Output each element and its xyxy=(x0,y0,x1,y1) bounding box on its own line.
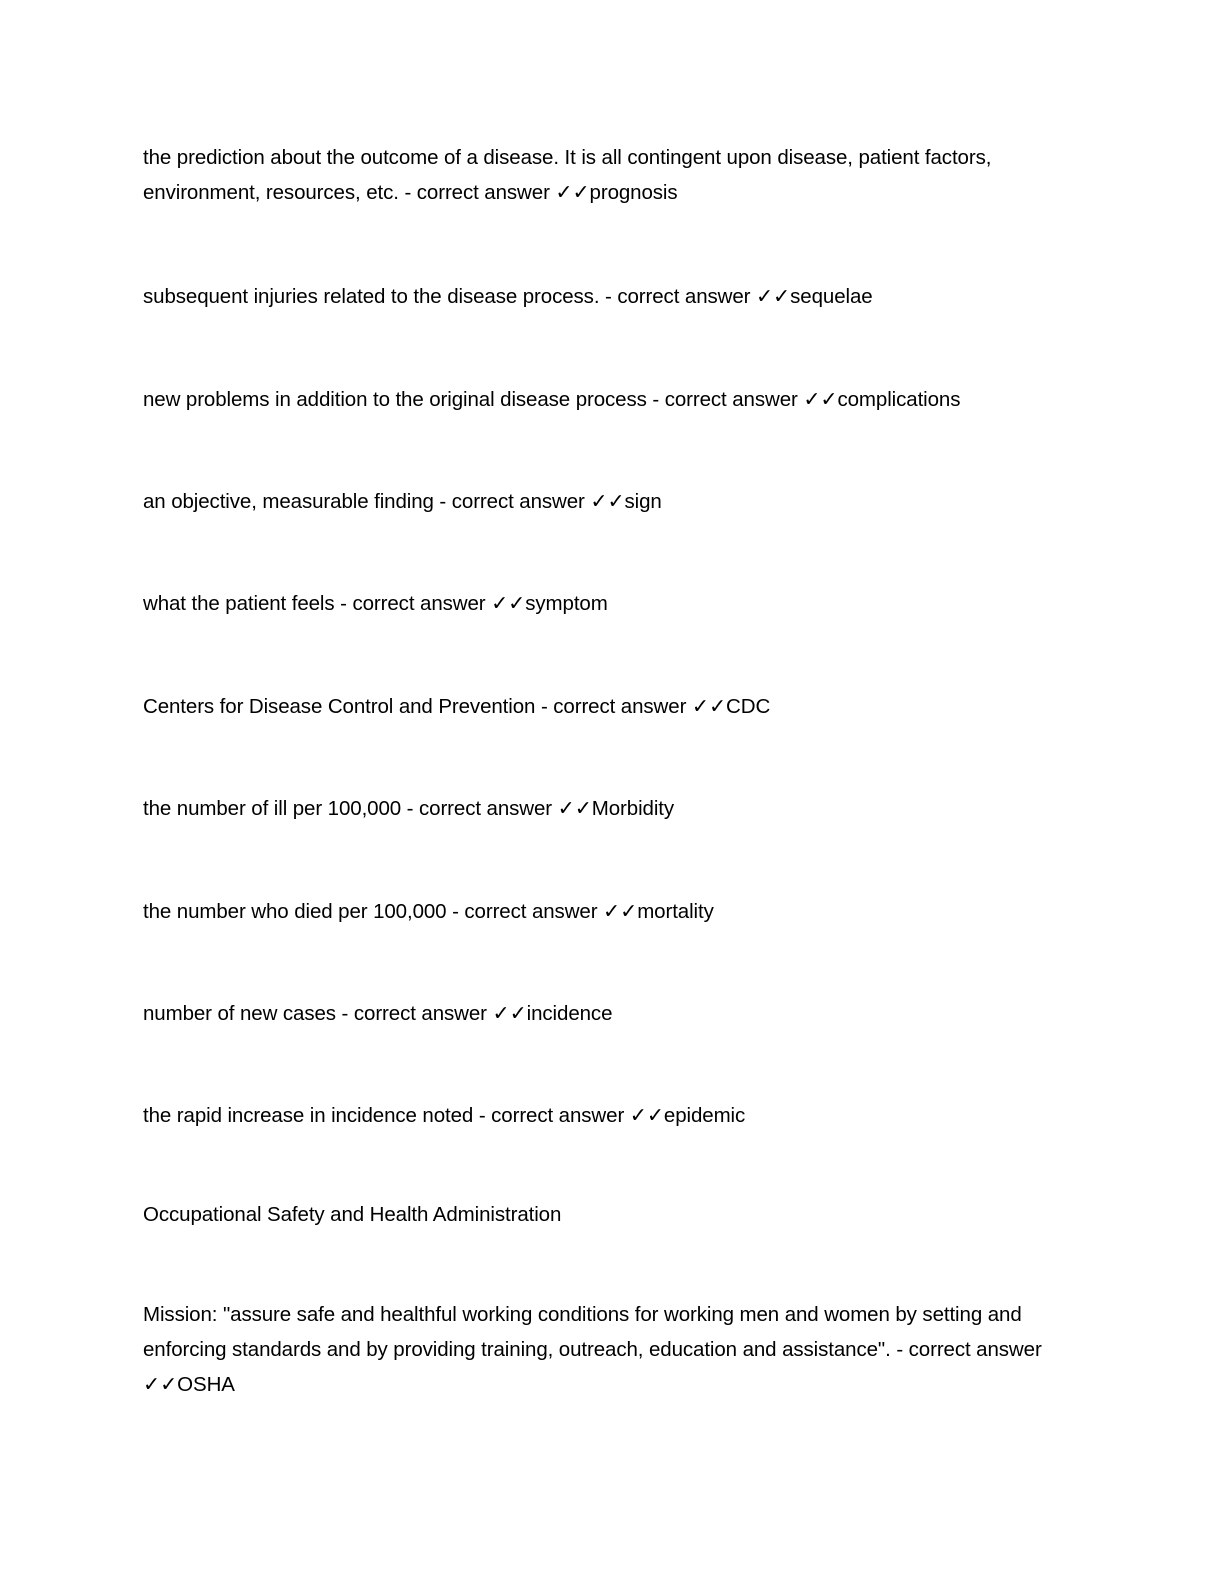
answer-text: OSHA xyxy=(177,1373,235,1396)
flashcard-entry xyxy=(143,382,1083,417)
question-text: what the patient feels xyxy=(143,592,335,615)
answer-text: epidemic xyxy=(663,1104,746,1127)
check-marks-icon: ✓✓ xyxy=(143,1373,178,1396)
check-marks-icon: ✓✓ xyxy=(557,797,592,820)
question-text: Centers for Disease Control and Prevention xyxy=(143,695,536,718)
check-marks-icon: ✓✓ xyxy=(755,285,791,308)
separator-text: - correct answer xyxy=(473,1104,630,1127)
separator-text: - correct answer xyxy=(401,797,558,820)
separator-text: - correct answer xyxy=(334,592,492,615)
check-marks-icon: ✓✓ xyxy=(603,900,638,923)
flashcard-entry xyxy=(143,689,1083,724)
separator-text: - correct answer xyxy=(646,388,804,411)
question-text: Mission: "assure safe and healthful working conditions for working men and women by setting and enforcing standards and by providing training, outreach, education and assistance". xyxy=(143,1303,1022,1361)
flashcard-entry xyxy=(143,996,1083,1031)
flashcard-entry xyxy=(143,894,1083,929)
separator-text: - correct answer xyxy=(398,181,556,204)
answer-text: mortality xyxy=(637,900,714,923)
question-text: an objective, measurable finding xyxy=(143,490,434,513)
check-marks-icon: ✓✓ xyxy=(590,490,625,513)
answer-text: complications xyxy=(837,388,961,411)
flashcard-entry xyxy=(143,140,1083,210)
separator-text: - correct answer xyxy=(433,490,591,513)
question-text: the rapid increase in incidence noted xyxy=(143,1104,474,1127)
check-marks-icon: ✓✓ xyxy=(691,695,727,718)
answer-text: Morbidity xyxy=(591,797,675,820)
flashcard-entry xyxy=(143,1297,1063,1402)
answer-text: sequelae xyxy=(790,285,873,308)
question-text: subsequent injuries related to the disease process. xyxy=(143,285,600,308)
answer-text: prognosis xyxy=(589,181,678,204)
separator-text: - correct answer xyxy=(890,1338,1042,1361)
section-heading: Occupational Safety and Health Administration xyxy=(143,1203,562,1226)
flashcard-entry xyxy=(143,484,1083,519)
check-marks-icon: ✓✓ xyxy=(629,1104,664,1127)
check-marks-icon: ✓✓ xyxy=(491,592,526,615)
question-text: the prediction about the outcome of a disease. It is all contingent upon disease, patient factors, environment, resources, etc. xyxy=(143,146,992,204)
separator-text: - correct answer xyxy=(535,695,692,718)
check-marks-icon: ✓✓ xyxy=(803,388,838,411)
answer-text: sign xyxy=(624,490,662,513)
question-text: number of new cases xyxy=(143,1002,336,1025)
separator-text: - correct answer xyxy=(335,1002,493,1025)
question-text: new problems in addition to the original disease process xyxy=(143,388,647,411)
separator-text: - correct answer xyxy=(446,900,604,923)
answer-text: CDC xyxy=(726,695,771,718)
answer-text: incidence xyxy=(526,1002,613,1025)
separator-text: - correct answer xyxy=(599,285,756,308)
flashcard-entry xyxy=(143,791,1083,826)
answer-text: symptom xyxy=(525,592,608,615)
flashcard-entry xyxy=(143,1098,1083,1133)
check-marks-icon: ✓✓ xyxy=(555,181,590,204)
question-text: the number who died per 100,000 xyxy=(143,900,447,923)
question-text: the number of ill per 100,000 xyxy=(143,797,402,820)
check-marks-icon: ✓✓ xyxy=(492,1002,527,1025)
flashcard-entry xyxy=(143,279,1083,314)
flashcard-entry xyxy=(143,586,1083,621)
